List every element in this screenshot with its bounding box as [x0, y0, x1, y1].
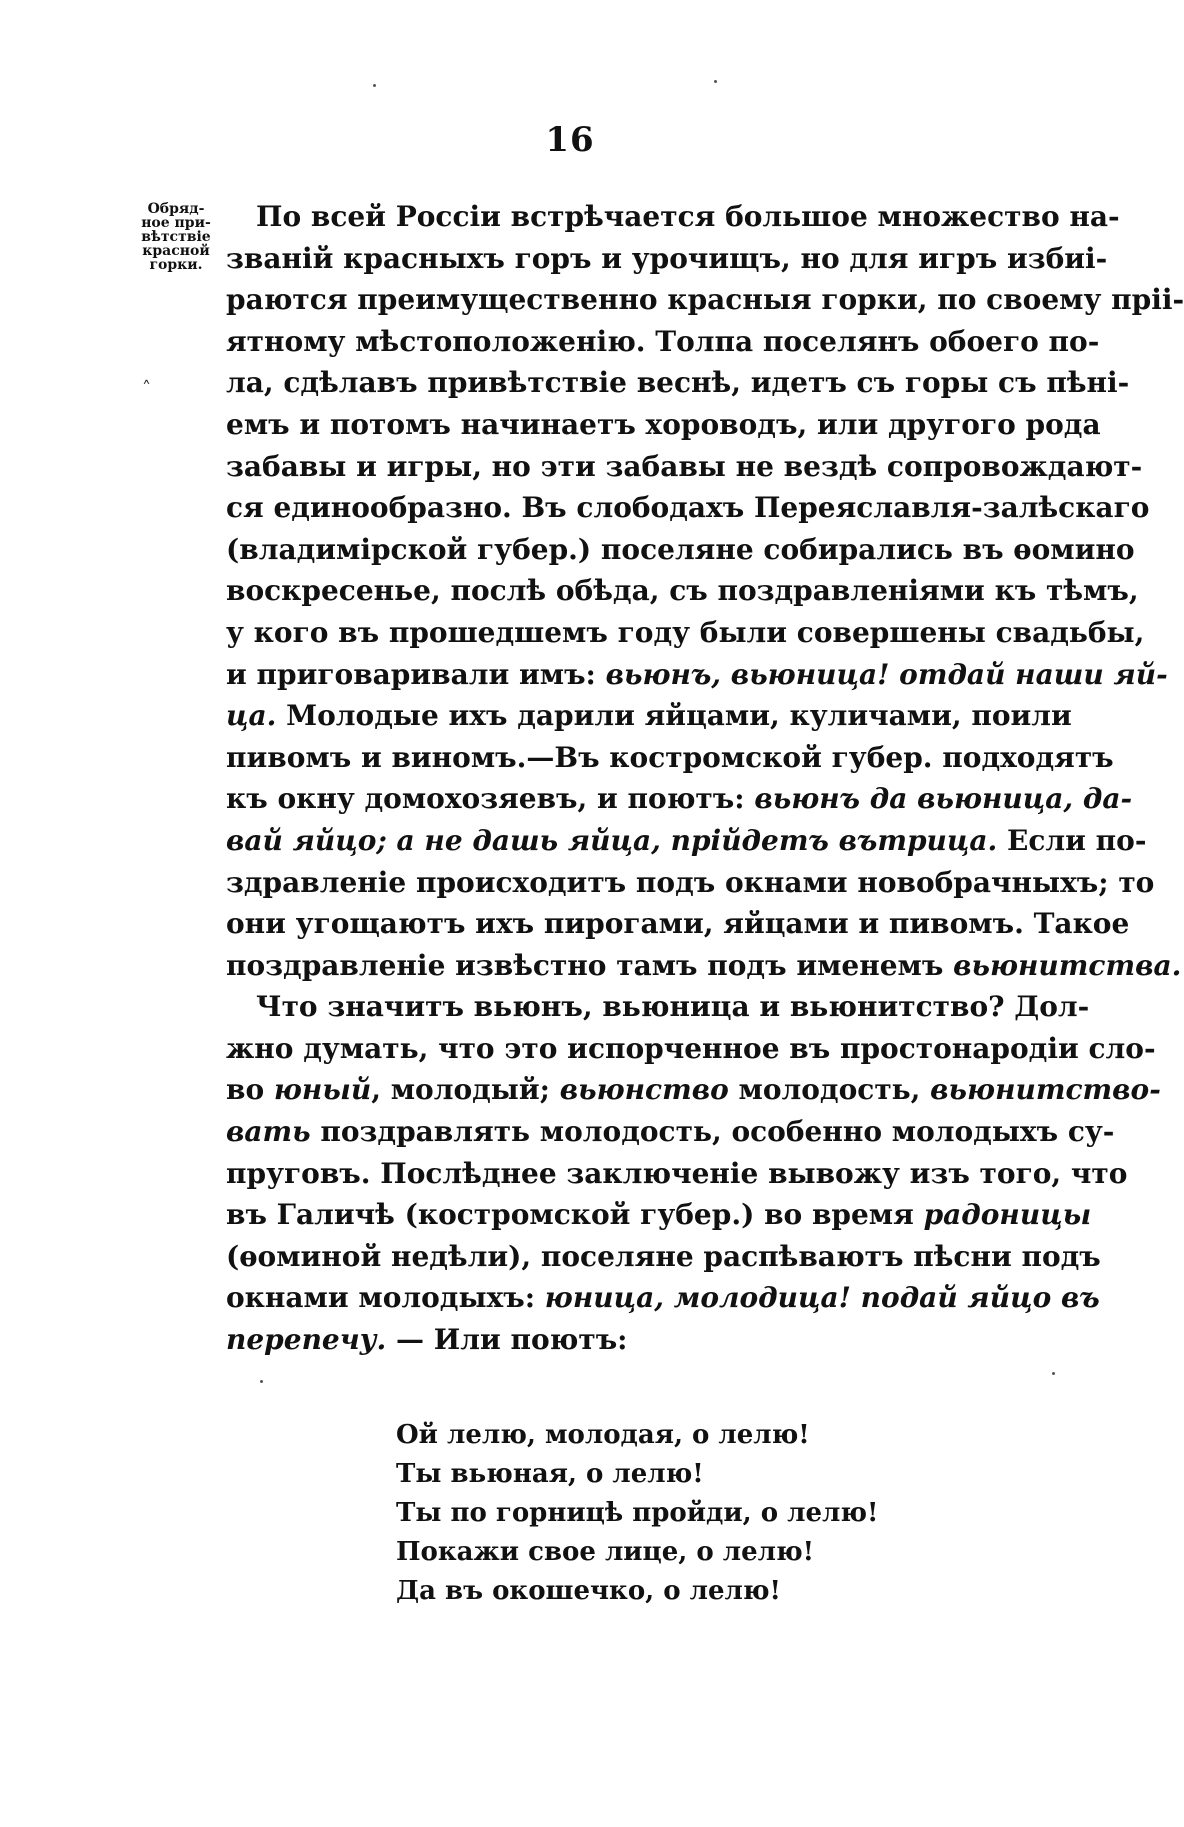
text-run: у кого въ прошедшемъ году были совершены свадьбы, [226, 615, 1145, 649]
text-line [226, 446, 1143, 488]
text-run: поздравлять молодость, особенно молодыхъ су- [310, 1115, 1115, 1149]
text-run: здравленіе происходитъ подъ окнами новобрачныхъ; то [226, 865, 1155, 899]
text-run: молодость, [728, 1073, 931, 1107]
text-line [226, 321, 1100, 363]
text-line [226, 1194, 1092, 1236]
text-line [226, 903, 1130, 945]
text-line [226, 778, 1133, 820]
italic-text: вьюнъ, вьюница! отдай наши яй- [605, 657, 1168, 691]
text-line [226, 404, 1101, 446]
text-line [226, 986, 1090, 1028]
margin-note-line: горки. [149, 257, 203, 273]
italic-text: юница, молодица! подай яйцо въ [544, 1281, 1100, 1315]
italic-text: радоницы [923, 1198, 1092, 1232]
text-line [226, 238, 1108, 280]
text-line [226, 862, 1155, 904]
text-run: Что значитъ вьюнъ, вьюница и вьюнитство? Дол- [256, 990, 1090, 1024]
text-line [226, 362, 1130, 404]
text-run: (ѳоминой недѣли), поселяне распѣваютъ пѣсни подъ [226, 1239, 1101, 1273]
text-run: во [226, 1073, 274, 1107]
text-run: пруговъ. Послѣднее заключеніе вывожу изъ того, что [226, 1156, 1128, 1190]
text-line [226, 570, 1139, 612]
body-text [226, 196, 1184, 1361]
margin-note-line: Обряд- [147, 201, 205, 217]
print-speck [373, 84, 376, 87]
italic-text: вьюнитство- [930, 1073, 1161, 1107]
italic-text: вьюнство [559, 1073, 729, 1107]
text-line [226, 1236, 1101, 1278]
text-run: окнами молодыхъ: [226, 1281, 545, 1315]
text-line [226, 695, 1072, 737]
margin-note-line: ное при- [141, 215, 211, 231]
italic-text: вьюнъ да вьюница, да- [754, 782, 1133, 816]
italic-text: вать [226, 1115, 311, 1149]
italic-text: юный [273, 1073, 372, 1107]
margin-note [135, 202, 217, 272]
text-run: воскресенье, послѣ обѣда, съ поздравленіями къ тѣмъ, [226, 574, 1139, 608]
italic-text: перепечу. [226, 1323, 387, 1357]
text-line [226, 737, 1114, 779]
margin-note-line: вѣтствіе [141, 229, 211, 245]
text-line [226, 487, 1150, 529]
italic-text: вай яйцо; а не дашь яйца, прійдетъ вътрица. [226, 823, 998, 857]
verse-line: Ты по горницѣ пройди, о лелю! [396, 1498, 879, 1528]
text-line [226, 1277, 1100, 1319]
text-line [226, 1153, 1128, 1195]
text-line [226, 1319, 1066, 1361]
text-run: поздравленіе извѣстно тамъ подъ именемъ [226, 948, 954, 982]
text-run: — Или поютъ: [386, 1323, 628, 1357]
verse-line: Покажи свое лице, о лелю! [396, 1537, 815, 1567]
print-speck [714, 80, 717, 83]
text-run: ла, сдѣлавъ привѣтствіе веснѣ, идетъ съ горы съ пѣні- [226, 366, 1130, 400]
margin-mark: ˄ [142, 378, 151, 399]
verse-line: Ой лелю, молодая, о лелю! [396, 1420, 810, 1450]
verse-block [396, 1416, 916, 1611]
text-line [226, 1111, 1115, 1153]
text-line [226, 612, 1145, 654]
italic-text: ца. [226, 699, 277, 733]
text-run: званій красныхъ горъ и урочищъ, но для игръ избиі- [226, 241, 1108, 275]
print-speck [1052, 1372, 1055, 1375]
text-run: По всей Россіи встрѣчается большое множество на- [256, 200, 1120, 233]
text-line [226, 1069, 1161, 1111]
text-run: въ Галичѣ (костромской губер.) во время [226, 1198, 924, 1232]
verse-line: Да въ окошечко, о лелю! [396, 1576, 781, 1606]
text-run: емъ и потомъ начинаетъ хороводъ, или другого рода [226, 407, 1101, 441]
print-speck [260, 1380, 263, 1383]
text-line [226, 196, 1120, 238]
text-line [226, 654, 1168, 696]
text-run: , молодый; [371, 1073, 560, 1107]
text-run: Молодые ихъ дарили яйцами, куличами, поили [276, 699, 1072, 733]
page-number: 16 [545, 120, 595, 160]
text-line [226, 529, 1135, 571]
text-line [226, 945, 1182, 987]
verse-line: Ты вьюная, о лелю! [396, 1459, 704, 1489]
text-run: ятному мѣстоположенію. Толпа поселянъ обоего по- [226, 324, 1100, 358]
text-line [226, 279, 1184, 321]
italic-text: вьюнитства. [953, 948, 1182, 982]
text-line [226, 820, 1147, 862]
text-line [226, 1028, 1156, 1070]
text-run: жно думать, что это испорченное въ простонародіи сло- [226, 1031, 1156, 1065]
text-run: Если по- [997, 823, 1147, 857]
text-run: къ окну домохозяевъ, и поютъ: [226, 782, 755, 816]
text-run: ся единообразно. Въ слободахъ Переяславля-залѣскаго [226, 491, 1150, 525]
text-run: они угощаютъ ихъ пирогами, яйцами и пивомъ. Такое [226, 907, 1130, 941]
text-run: и приговаривали имъ: [226, 657, 606, 691]
text-run: пивомъ и виномъ.—Въ костромской губер. подходятъ [226, 740, 1114, 774]
text-run: забавы и игры, но эти забавы не вездѣ сопровождают- [226, 449, 1143, 483]
margin-note-line: красной [142, 243, 210, 259]
text-run: раются преимущественно красныя горки, по своему пріі- [226, 283, 1184, 317]
text-run: (владимірской губер.) поселяне собирались въ ѳомино [226, 532, 1135, 566]
